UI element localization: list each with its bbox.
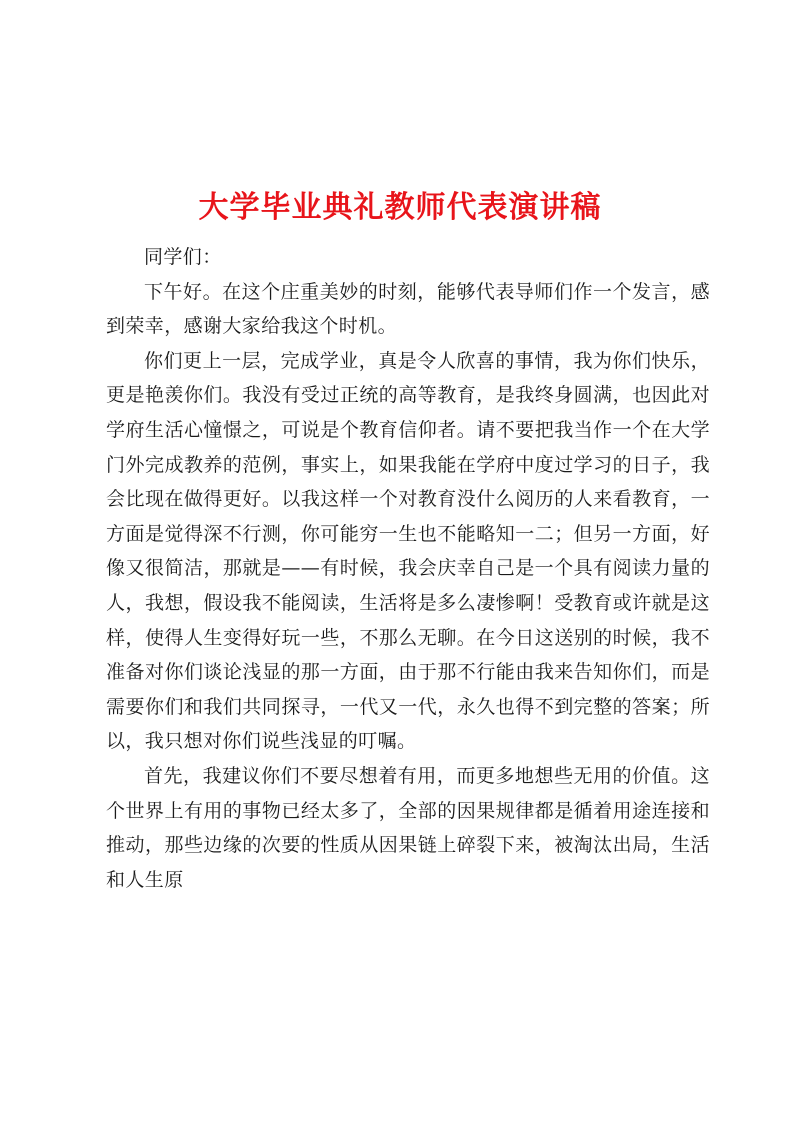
advice-paragraph: 首先，我建议你们不要尽想着有用，而更多地想些无用的价值。这个世界上有用的事物已经太多了，全部的因果规律都是循着用途连接和推动，那些边缘的次要的性质从因果链上碎裂下来，被淘汰出局，生活和人生原 <box>106 764 710 891</box>
document-title: 大学毕业典礼教师代表演讲稿 <box>198 190 602 226</box>
opening-paragraph: 下午好。在这个庄重美妙的时刻，能够代表导师们作一个发言，感到荣幸，感谢大家给我这个时机。 <box>106 280 710 338</box>
document-body <box>106 240 710 897</box>
main-paragraph: 你们更上一层，完成学业，真是令人欣喜的事情，我为你们快乐，更是艳羡你们。我没有受过正统的高等教育，是我终身圆满，也因此对学府生活心憧憬之，可说是个教育信仰者。请不要把我当作一个在大学门外完成教养的范例，事实上，如果我能在学府中度过学习的日子，我会比现在做得更好。以我这样一个对教育没什么阅历的人来看教育，一方面是觉得深不行测，你可能穷一生也不能略知一二；但另一方面，好像又很简洁，那就是——有时候，我会庆幸自己是一个具有阅读力量的人，我想，假设我不能阅读，生活将是多么凄惨啊！受教育或许就是这样，使得人生变得好玩一些，不那么无聊。在今日这送别的时候，我不准备对你们谈论浅显的那一方面，由于那不行能由我来告知你们，而是需要你们和我们共同探寻，一代又一代，永久也得不到完整的答案；所以，我只想对你们说些浅显的叮嘱。 <box>106 349 710 753</box>
greeting-paragraph: 同学们： <box>144 246 222 268</box>
